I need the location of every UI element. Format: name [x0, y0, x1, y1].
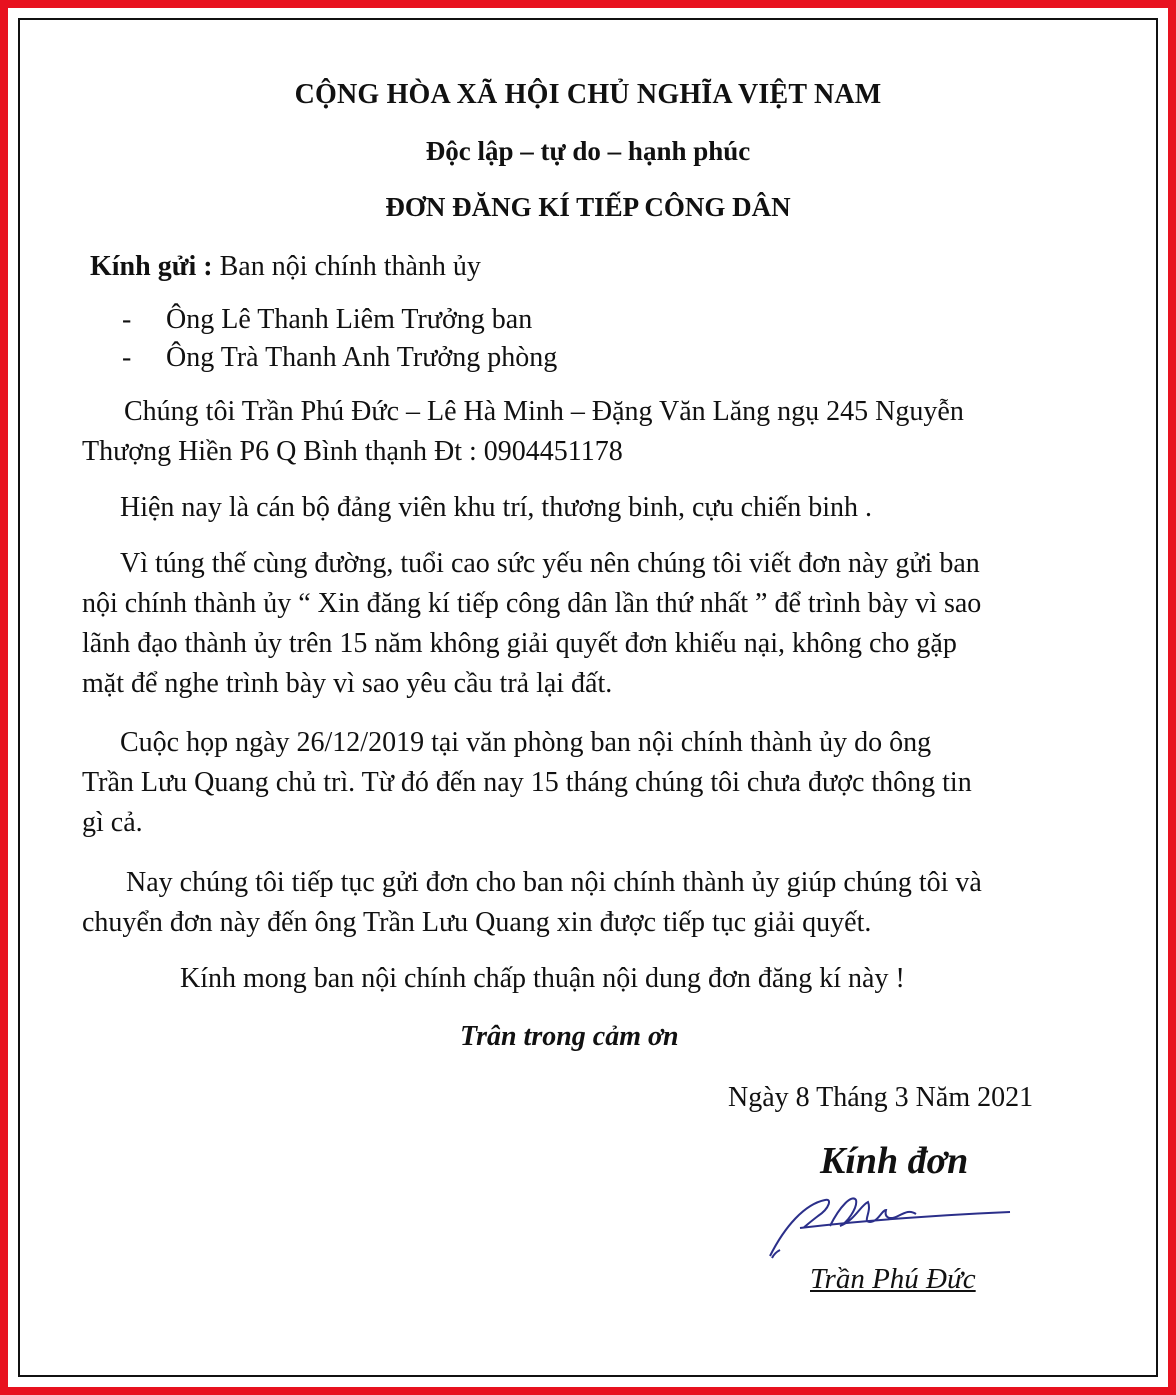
date-line: Ngày 8 Tháng 3 Năm 2021: [728, 1082, 1034, 1113]
recipient-item-text: Ông Lê Thanh Liêm Trưởng ban: [166, 304, 533, 335]
paragraph-line: Thượng Hiền P6 Q Bình thạnh Đt : 0904451178: [82, 436, 623, 467]
paragraph-line: chuyển đơn này đến ông Trần Lưu Quang xin được tiếp tục giải quyết.: [82, 907, 872, 938]
thanks-line: Trân trong cảm ơn: [460, 1021, 679, 1052]
sign-label: Kính đơn: [820, 1140, 969, 1182]
bullet-dash: -: [122, 342, 132, 373]
recipient-item: [122, 299, 532, 341]
recipient-item: [122, 337, 557, 379]
recipient-value: Ban nội chính thành ủy: [219, 251, 481, 282]
paragraph-line: Cuộc họp ngày 26/12/2019 tại văn phòng ban nội chính thành ủy do ông: [120, 727, 932, 758]
paragraph-line: lãnh đạo thành ủy trên 15 năm không giải quyết đơn khiếu nại, không cho gặp: [82, 628, 957, 659]
motto: Độc lập – tự do – hạnh phúc: [425, 136, 751, 166]
recipient-label: Kính gửi :: [90, 251, 213, 282]
nation-heading: CỘNG HÒA XÃ HỘI CHỦ NGHĨA VIỆT NAM: [294, 79, 882, 110]
paragraph-line: Vì túng thế cùng đường, tuổi cao sức yếu nên chúng tôi viết đơn này gửi ban: [120, 548, 980, 579]
paragraph-line: gì cả.: [82, 807, 143, 838]
paragraph-line: Hiện nay là cán bộ đảng viên khu trí, thương binh, cựu chiến binh .: [120, 492, 872, 523]
paragraph-line: Kính mong ban nội chính chấp thuận nội dung đơn đăng kí này !: [180, 963, 905, 994]
paragraph-line: Nay chúng tôi tiếp tục gửi đơn cho ban nội chính thành ủy giúp chúng tôi và: [126, 867, 982, 898]
signer-name: Trần Phú Đức: [810, 1263, 976, 1295]
bullet-dash: -: [122, 304, 132, 335]
handwritten-signature: [760, 1186, 1020, 1266]
paragraph-line: mặt để nghe trình bày vì sao yêu cầu trả lại đất.: [82, 668, 613, 699]
recipient-line: [90, 246, 481, 288]
paragraph-line: Chúng tôi Trần Phú Đức – Lê Hà Minh – Đặng Văn Lăng ngụ 245 Nguyễn: [124, 396, 964, 427]
document-title: ĐƠN ĐĂNG KÍ TIẾP CÔNG DÂN: [385, 192, 791, 222]
recipient-item-text: Ông Trà Thanh Anh Trưởng phòng: [166, 342, 558, 373]
paragraph-line: Trần Lưu Quang chủ trì. Từ đó đến nay 15 tháng chúng tôi chưa được thông tin: [82, 767, 972, 798]
paragraph-line: nội chính thành ủy “ Xin đăng kí tiếp công dân lần thứ nhất ” để trình bày vì sao: [82, 588, 982, 619]
